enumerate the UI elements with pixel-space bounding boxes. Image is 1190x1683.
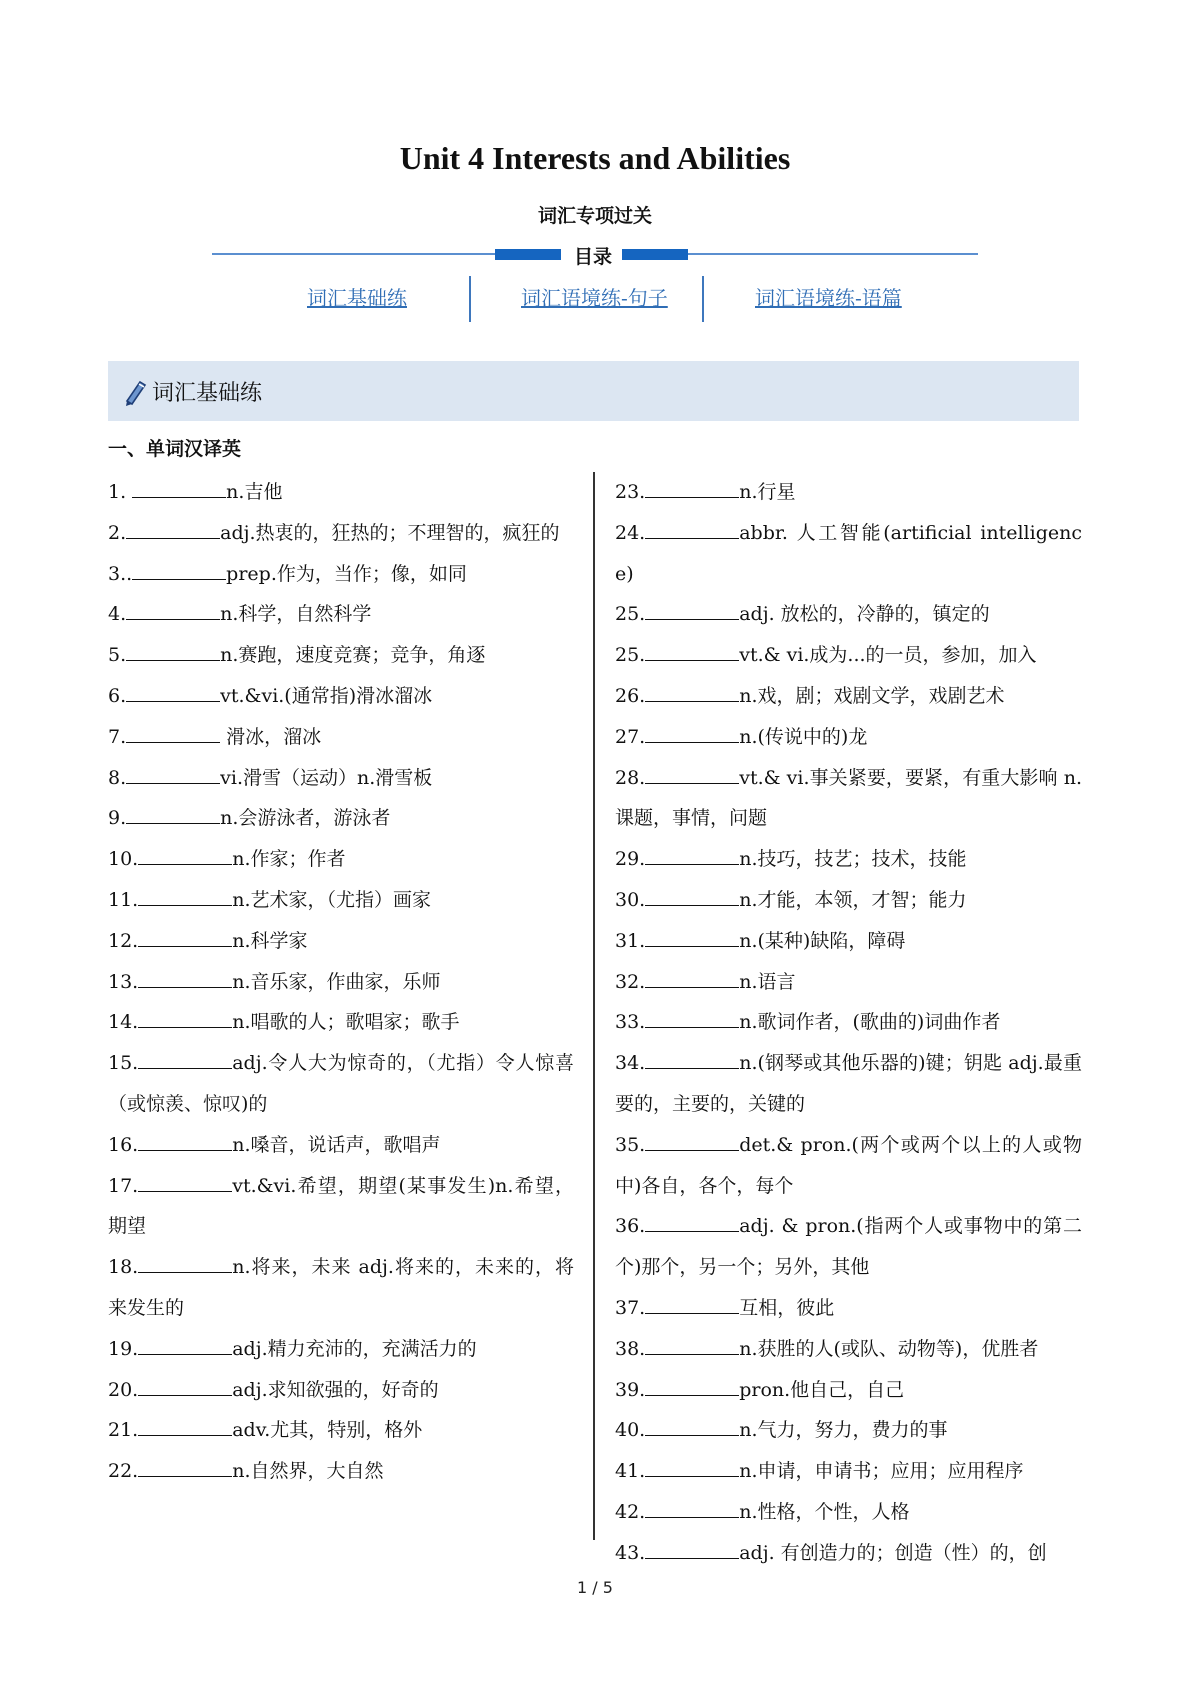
item-number: 28. [615,766,646,789]
toc-link-passage[interactable]: 词汇语境练-语篇 [755,286,902,310]
vocab-item [108,880,574,921]
vocab-item [108,1002,574,1043]
item-definition: n.行星 [739,481,796,503]
answer-blank[interactable] [645,1211,739,1232]
answer-blank[interactable] [645,599,739,620]
item-number: 16. [108,1133,139,1156]
item-definition: adj.令人大为惊奇的，（尤指）令人惊喜（或惊羡、惊叹)的 [108,1052,574,1115]
vocab-item [108,1166,574,1248]
item-number: 5. [108,644,127,667]
item-number: 13. [108,970,139,993]
item-number: 11. [108,888,139,911]
item-number: 22. [108,1460,139,1483]
item-number: 9. [108,807,127,830]
item-number: 39. [615,1378,646,1401]
answer-blank[interactable] [126,518,220,539]
vocab-item [615,676,1082,717]
item-number: 25. [615,644,646,667]
answer-blank[interactable] [645,885,739,906]
answer-blank[interactable] [132,559,226,580]
item-number: 33. [615,1011,646,1034]
item-number: 32. [615,970,646,993]
item-definition: vt.& vi.成为...的一员，参加，加入 [739,644,1037,667]
item-number: 18. [108,1256,139,1279]
item-number: 34. [615,1052,646,1075]
item-definition: adj.热衷的，狂热的；不理智的，疯狂的 [220,521,560,544]
vocab-item [615,594,1082,635]
item-number: 26. [615,684,646,707]
vocab-item [108,839,574,880]
vocab-item [108,635,574,676]
item-number: 30. [615,888,646,911]
item-definition: adj. & pron.(指两个人或事物中的第二个)那个，另一个；另外，其他 [615,1215,1082,1279]
item-number: 14. [108,1011,139,1034]
page-number: 1 / 5 [577,1578,613,1597]
vocab-item [108,1125,574,1166]
vocab-item [615,839,1082,880]
vocab-item [108,554,574,595]
vocab-item [108,472,574,513]
item-definition: adj. 有创造力的；创造（性）的，创 [739,1541,1047,1564]
item-number: 7. [108,725,127,748]
toc-bar-left [495,249,561,260]
document-subtitle: 词汇专项过关 [537,205,652,227]
vocab-item [108,758,574,799]
vocab-item [615,472,1082,513]
item-number: 8. [108,766,127,789]
vocab-item [615,1329,1082,1370]
item-number: 1. [108,481,133,503]
vocab-item [615,1206,1082,1288]
item-definition: vt.&vi.希望，期望(某事发生)n.希望，期望 [108,1174,574,1238]
answer-blank[interactable] [126,763,220,784]
answer-blank[interactable] [138,967,232,988]
item-definition: adj.求知欲强的，好奇的 [232,1378,439,1401]
item-number: 17. [108,1174,139,1197]
answer-blank[interactable] [138,926,232,947]
item-number: 24. [615,521,646,544]
vocab-item [108,1247,574,1329]
document-title: Unit 4 Interests and Abilities [399,140,791,176]
answer-blank[interactable] [126,722,220,743]
answer-blank[interactable] [645,640,739,661]
item-definition: n.音乐家，作曲家，乐师 [232,970,441,993]
vocab-item [108,921,574,962]
item-definition: n.获胜的人(或队、动物等)，优胜者 [739,1337,1039,1360]
answer-blank[interactable] [645,1456,739,1477]
answer-blank[interactable] [138,1456,232,1477]
answer-blank[interactable] [645,722,739,743]
vocab-item [615,513,1082,595]
item-definition: n.科学，自然科学 [220,603,372,626]
item-number: 6. [108,684,127,707]
item-definition: n.(钢琴或其他乐器的)键；钥匙 adj.最重要的，主要的，关键的 [615,1052,1082,1115]
vocab-item [615,1492,1082,1533]
item-number: 12. [108,929,139,952]
toc-link-basic[interactable]: 词汇基础练 [307,286,407,310]
answer-blank[interactable] [645,1497,739,1518]
item-definition: n.吉他 [226,481,283,503]
vocab-item [615,1370,1082,1411]
item-definition: n.将来，未来 adj.将来的，未来的，将来发生的 [108,1256,574,1319]
answer-blank[interactable] [138,1415,232,1436]
item-definition: n.赛跑，速度竞赛；竞争，角逐 [220,644,486,667]
answer-blank[interactable] [645,1538,739,1559]
item-definition: det.& pron.(两个或两个以上的人或物中)各自，各个，每个 [615,1133,1082,1197]
item-definition: n.技巧，技艺；技术，技能 [739,848,967,871]
vocab-item [615,1410,1082,1451]
item-definition: vi.滑雪（运动）n.滑雪板 [220,766,433,789]
item-number: 25. [615,603,646,626]
item-definition: adj.精力充沛的，充满活力的 [232,1337,477,1360]
vocab-item [108,676,574,717]
item-definition: n.会游泳者，游泳者 [220,807,391,830]
section-title: 词汇基础练 [152,381,263,406]
item-definition: n.申请，申请书；应用；应用程序 [739,1460,1024,1483]
item-definition: n.性格，个性，人格 [739,1500,910,1523]
answer-blank[interactable] [645,1048,739,1069]
item-definition: 滑冰，溜冰 [220,725,322,748]
answer-blank[interactable] [138,1375,232,1396]
answer-blank[interactable] [132,477,226,498]
answer-blank[interactable] [645,763,739,784]
item-definition: pron.他自己，自己 [739,1378,905,1401]
answer-blank[interactable] [138,885,232,906]
answer-blank[interactable] [126,599,220,620]
item-definition: n.气力，努力，费力的事 [739,1419,948,1442]
item-number: 37. [615,1296,646,1319]
answer-blank[interactable] [645,844,739,865]
vocab-item [615,635,1082,676]
item-definition: vt.& vi.事关紧要，要紧，有重大影响 n.课题，事情，问题 [615,766,1082,830]
answer-blank[interactable] [645,1130,739,1151]
vocab-item [615,1125,1082,1207]
item-definition: n.自然界，大自然 [232,1460,384,1483]
item-definition: 互相，彼此 [739,1296,835,1319]
vocab-item [108,717,574,758]
item-definition: n.(传说中的)龙 [739,725,868,748]
vocab-item [615,717,1082,758]
vocab-item [108,1410,574,1451]
item-definition: n.作家；作者 [232,848,346,871]
part-heading: 一、单词汉译英 [108,438,242,460]
vocab-item [615,758,1082,840]
item-number: 27. [615,725,646,748]
item-definition: n.艺术家，（尤指）画家 [232,888,431,911]
item-definition: prep.作为，当作；像，如同 [226,562,467,585]
item-number: 40. [615,1419,646,1442]
answer-blank[interactable] [138,844,232,865]
answer-blank[interactable] [138,1007,232,1028]
item-number: 36. [615,1215,646,1238]
vocab-item [615,1002,1082,1043]
item-number: 31. [615,929,646,952]
item-number: 4. [108,603,127,626]
toc-links [0,276,1190,326]
answer-blank[interactable] [645,518,739,539]
item-definition: n.唱歌的人；歌唱家；歌手 [232,1011,460,1034]
answer-blank[interactable] [126,803,220,824]
item-number: 42. [615,1500,646,1523]
answer-blank[interactable] [645,1293,739,1314]
answer-blank[interactable] [645,1334,739,1355]
item-number: 35. [615,1133,646,1156]
answer-blank[interactable] [138,1252,232,1273]
toc-separator [469,276,471,322]
vocab-item [108,1043,574,1125]
vocab-item [108,1329,574,1370]
item-definition: n.科学家 [232,929,308,952]
vocab-item [108,1451,574,1492]
item-definition: vt.&vi.(通常指)滑冰溜冰 [220,684,433,707]
item-number: 43. [615,1541,646,1564]
answer-blank[interactable] [126,681,220,702]
answer-blank[interactable] [645,1375,739,1396]
pencil-icon [122,377,148,407]
item-definition: n.语言 [739,970,796,993]
item-number: 23. [615,481,646,503]
item-number: 29. [615,848,646,871]
item-number: 20. [108,1378,139,1401]
vocab-item [615,921,1082,962]
item-number: 3.. [108,562,133,585]
item-definition: n.歌词作者，(歌曲的)词曲作者 [739,1011,1001,1034]
vocab-item [108,1370,574,1411]
toc-link-sentences[interactable]: 词汇语境练-句子 [521,286,668,310]
item-definition: n.(某种)缺陷，障碍 [739,929,906,952]
vocab-item [615,962,1082,1003]
item-number: 38. [615,1337,646,1360]
item-definition: n.戏，剧；戏剧文学，戏剧艺术 [739,684,1005,707]
vocab-item [615,1288,1082,1329]
item-definition: abbr. 人工智能(artificial intelligence) [615,521,1082,585]
item-number: 19. [108,1337,139,1360]
vocab-item [108,513,574,554]
toc-separator [702,276,704,322]
vocab-item [108,594,574,635]
right-column [615,472,1082,1574]
item-definition: n.才能，本领，才智；能力 [739,888,967,911]
vocab-item [108,798,574,839]
item-number: 41. [615,1460,646,1483]
answer-blank[interactable] [138,1048,232,1069]
vocab-item [108,962,574,1003]
answer-blank[interactable] [138,1334,232,1355]
vocab-item [615,1533,1082,1574]
item-number: 21. [108,1419,139,1442]
item-definition: n.嗓音，说话声，歌唱声 [232,1133,441,1156]
answer-blank[interactable] [138,1171,232,1192]
vocab-item [615,880,1082,921]
answer-blank[interactable] [126,640,220,661]
section-banner [108,361,1079,421]
answer-blank[interactable] [138,1130,232,1151]
column-divider [593,472,595,1540]
toc-label: 目录 [573,246,612,268]
item-number: 15. [108,1052,139,1075]
answer-blank[interactable] [645,477,739,498]
answer-blank[interactable] [645,1007,739,1028]
item-definition: adv.尤其，特别，格外 [232,1419,423,1442]
answer-blank[interactable] [645,926,739,947]
item-definition: adj. 放松的，冷静的，镇定的 [739,603,990,626]
answer-blank[interactable] [645,681,739,702]
answer-blank[interactable] [645,1415,739,1436]
vocab-item [615,1043,1082,1125]
vocab-item [615,1451,1082,1492]
answer-blank[interactable] [645,967,739,988]
left-column [108,472,574,1492]
item-number: 2. [108,521,127,544]
item-number: 10. [108,848,139,871]
